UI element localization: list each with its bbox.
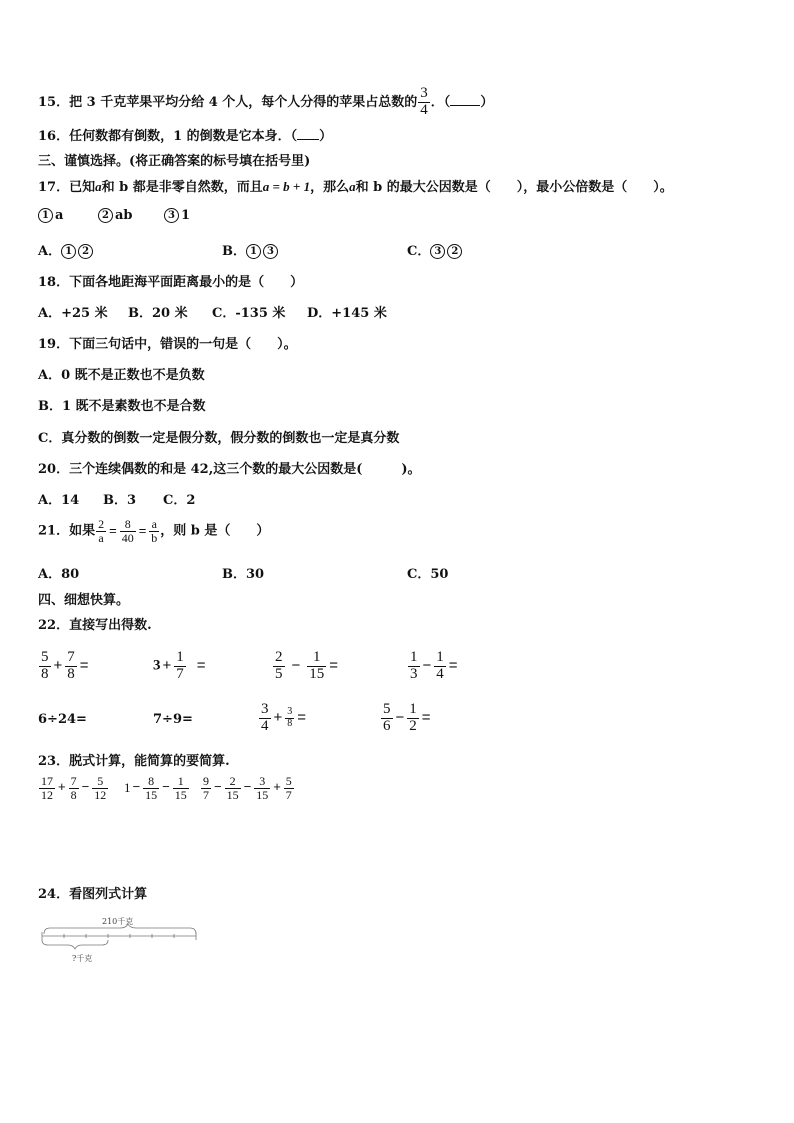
q23-expr-2: 1 − $\frac{8}{15}$ − $\frac{1}{15}$ bbox=[124, 774, 187, 802]
q21-choice-c[interactable]: C．50 bbox=[407, 567, 449, 582]
q17-option-1: 1 a bbox=[38, 208, 63, 223]
question-17: 17．已知a和 b 都是非零自然数，而且a = b + 1，那么a和 b 的最大公因数是（ ），最小公倍数是（ ）。 bbox=[38, 179, 673, 195]
question-16: 16．任何数都有倒数，1 的倒数是它本身．（ ） bbox=[38, 129, 333, 144]
answer-blank[interactable] bbox=[450, 93, 480, 106]
q17-option-2: 2 ab bbox=[98, 208, 133, 223]
question-24-title: 24．看图列式计算 bbox=[38, 887, 148, 902]
q22-expr-4: $\frac{1}{3}$ − $\frac{1}{4}$ = bbox=[410, 649, 458, 682]
q19-choice-c[interactable]: C．真分数的倒数一定是假分数，假分数的倒数也一定是真分数 bbox=[38, 431, 400, 446]
q18-choice-c[interactable]: C．-135 米 bbox=[212, 306, 286, 321]
question-19: 19．下面三句话中，错误的一句是（ ）。 bbox=[38, 337, 297, 352]
q18-choice-a[interactable]: A．+25 米 bbox=[38, 306, 108, 321]
q17-choice-a[interactable]: A． 1 2 bbox=[38, 240, 95, 259]
q22-expr-6: 7÷9= bbox=[153, 712, 193, 727]
fraction-three-quarters: $\frac{3}{4}$ bbox=[420, 85, 428, 118]
q20-choice-a[interactable]: A．14 bbox=[38, 493, 80, 508]
q22-expr-2: 3 + $\frac{1}{7}$ = bbox=[153, 649, 206, 682]
q22-expr-5: 6÷24= bbox=[38, 712, 87, 727]
top-label: 210千克 bbox=[102, 917, 134, 926]
question-18: 18．下面各地距海平面距离最小的是（ ） bbox=[38, 275, 304, 290]
q22-expr-8: $\frac{5}{6}$ − $\frac{1}{2}$ = bbox=[383, 701, 431, 734]
question-21: 21．如果 $\frac{2}{a}$ = $\frac{8}{40}$ = $\frac{a}{b}$ ，则 b 是（ ） bbox=[38, 517, 270, 545]
q19-choice-b[interactable]: B．1 既不是素数也不是合数 bbox=[38, 399, 206, 414]
q20-choice-c[interactable]: C．2 bbox=[163, 493, 196, 508]
question-15: 15．把 3 千克苹果平均分给 4 个人，每个人分得的苹果占总数的 $\frac{3}{4}$ ．（ ） bbox=[38, 85, 494, 118]
question-20: 20．三个连续偶数的和是 42,这三个数的最大公因数是( )。 bbox=[38, 462, 421, 477]
q17-choice-c[interactable]: C． 3 2 bbox=[407, 240, 464, 259]
q18-choice-d[interactable]: D．+145 米 bbox=[307, 306, 387, 321]
q22-expr-1: $\frac{5}{8}$ + $\frac{7}{8}$ = bbox=[41, 649, 89, 682]
bottom-label: ?千克 bbox=[72, 954, 93, 963]
q17-option-3: 3 1 bbox=[164, 208, 190, 223]
q22-expr-3: $\frac{2}{5}$ − $\frac{1}{15}$ = bbox=[275, 649, 339, 682]
q20-choice-b[interactable]: B．3 bbox=[103, 493, 137, 508]
q19-choice-a[interactable]: A．0 既不是正数也不是负数 bbox=[38, 368, 205, 383]
segment-diagram bbox=[40, 912, 200, 968]
answer-blank[interactable] bbox=[297, 127, 319, 140]
question-23-title: 23．脱式计算，能简算的要简算. bbox=[38, 754, 230, 769]
q17-choice-b[interactable]: B． 1 3 bbox=[222, 240, 280, 259]
section-heading-4: 四、细想快算。 bbox=[38, 593, 130, 608]
q23-expr-3: $\frac{9}{7}$ − $\frac{2}{15}$ − $\frac{3}{15}$ + $\frac{5}{7}$ bbox=[203, 774, 292, 802]
section-heading-3: 三、谨慎选择。(将正确答案的标号填在括号里) bbox=[38, 154, 311, 169]
q18-choice-b[interactable]: B．20 米 bbox=[128, 306, 188, 321]
q22-expr-7: $\frac{3}{4}$ + $\frac{3}{8}$ = bbox=[261, 701, 307, 734]
q23-expr-1: $\frac{17}{12}$ + $\frac{7}{8}$ − $\frac{5}{12}$ bbox=[41, 774, 107, 802]
question-22-title: 22．直接写出得数. bbox=[38, 618, 152, 633]
q15-text: 15．把 3 千克苹果平均分给 4 个人，每个人分得的苹果占总数的 bbox=[38, 94, 418, 110]
q21-choice-b[interactable]: B．30 bbox=[222, 567, 265, 582]
q24-diagram bbox=[40, 912, 200, 968]
q21-choice-a[interactable]: A．80 bbox=[38, 567, 80, 582]
